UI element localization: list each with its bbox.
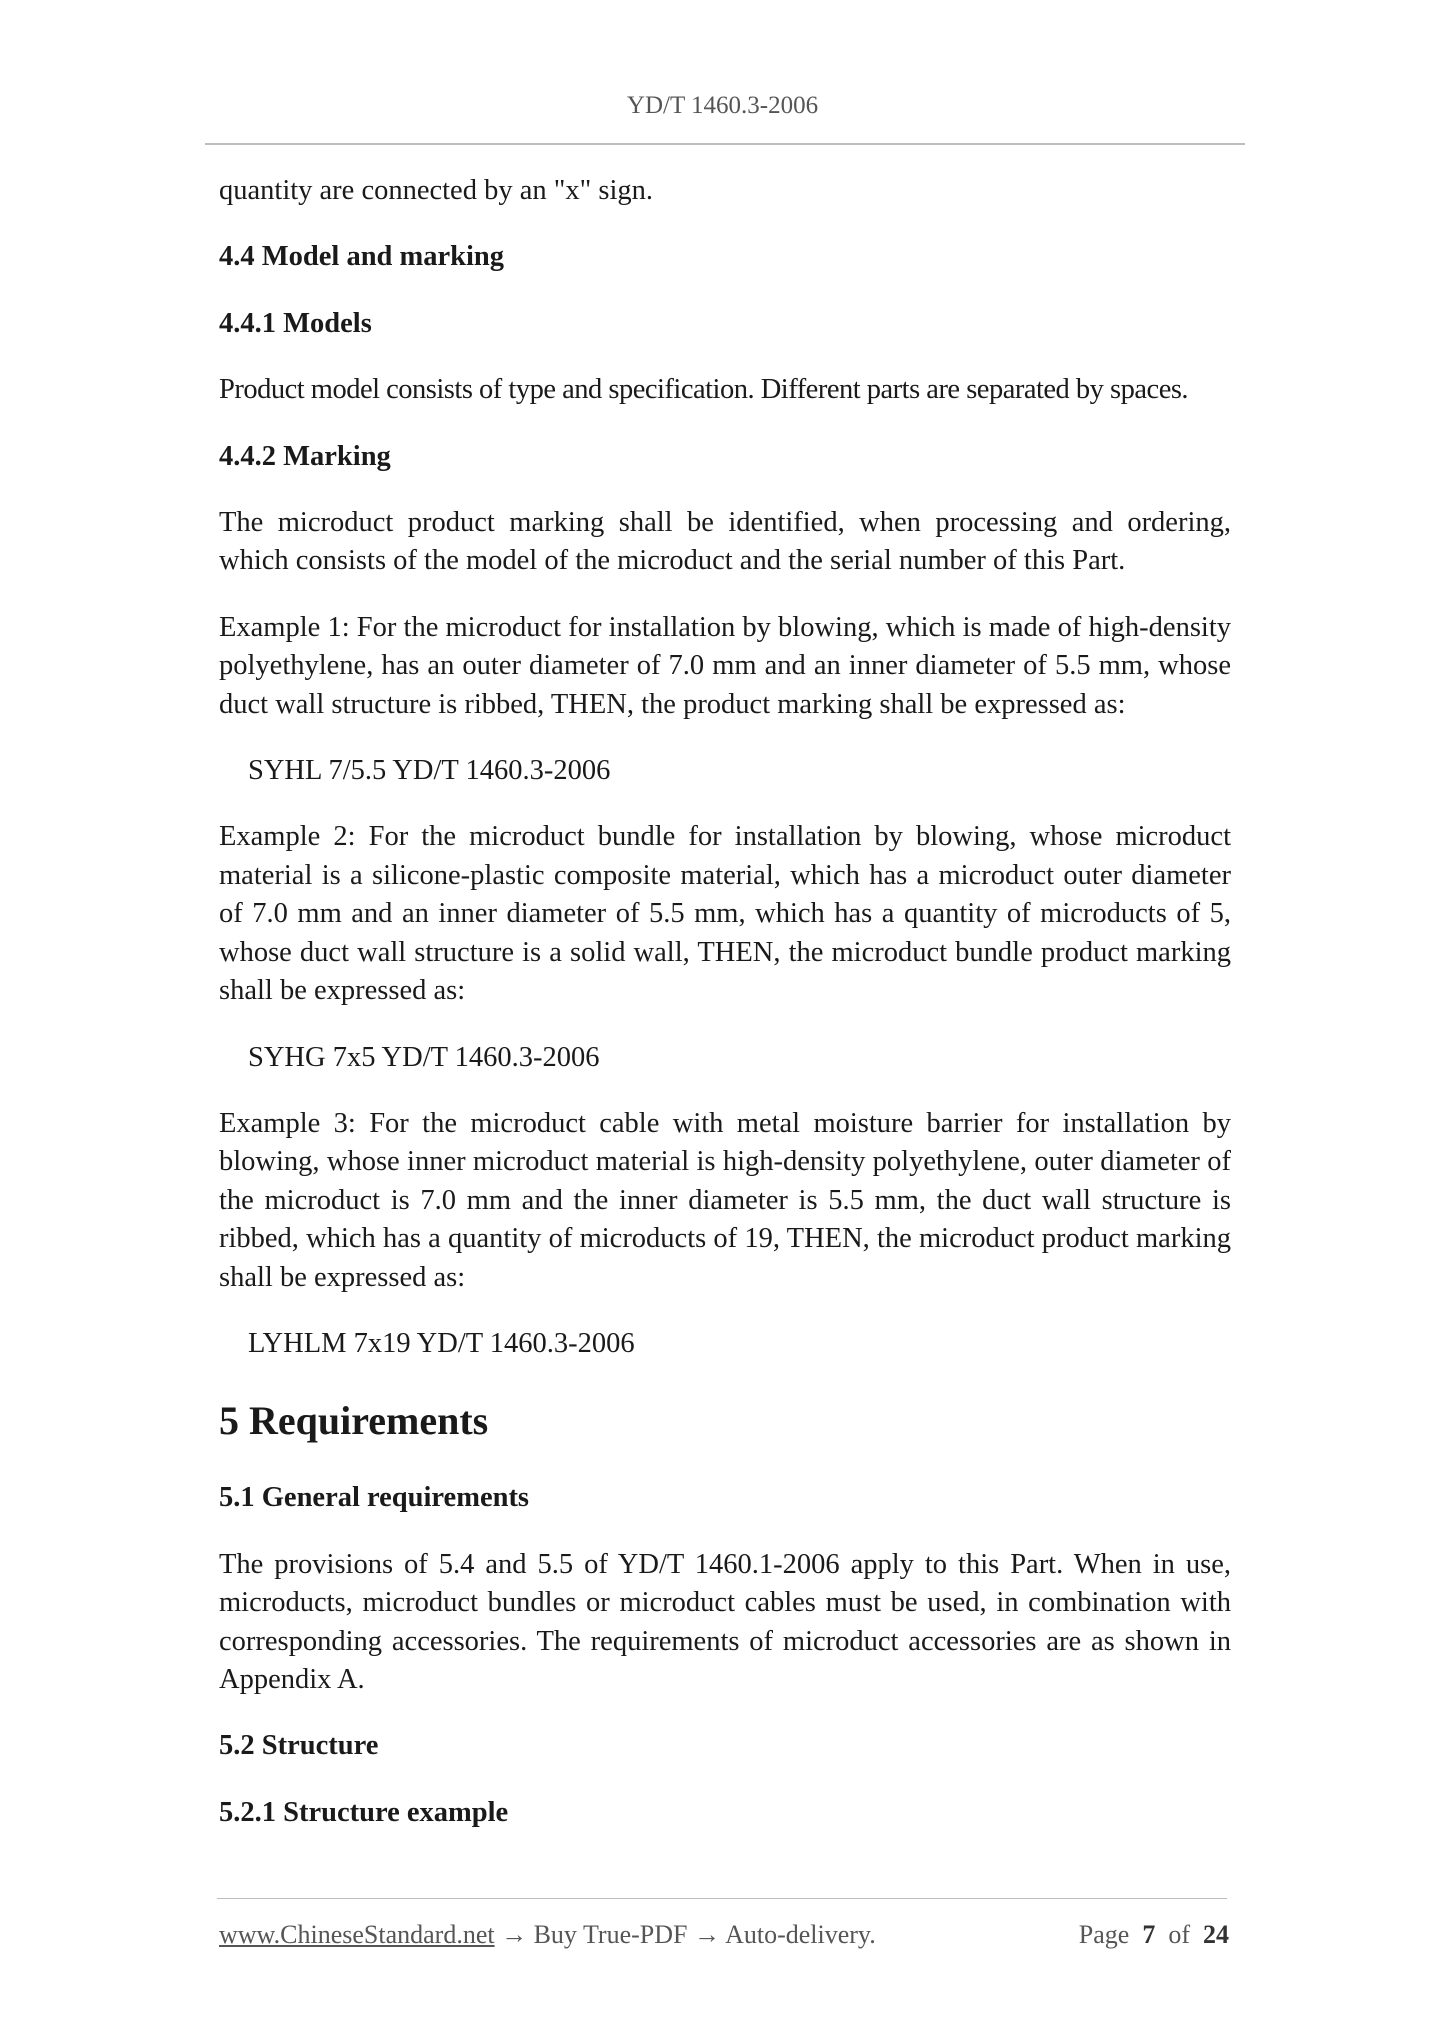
buy-text: Buy True-PDF	[533, 1920, 688, 1949]
example-3: Example 3: For the microduct cable with metal moisture barrier for installation by blowing, whose inner microduct material is high-density polyethylene, outer diameter of the microduct is 7.0 mm and the inner diameter is 5.5 mm, the duct wall structure is ribbed, which has a quantity of microducts of 19, THEN, the microduct product marking shall be expressed as:	[219, 1107, 1231, 1293]
example-1: Example 1: For the microduct for installation by blowing, which is made of high-density polyethylene, has an outer diameter of 7.0 mm and an inner diameter of 5.5 mm, whose duct wall structure is ribbed, THEN, the product marking shall be expressed as:	[219, 611, 1231, 720]
heading-4-4-2: 4.4.2 Marking	[219, 440, 391, 472]
models-paragraph: Product model consists of type and specification. Different parts are separated by spaces.	[219, 374, 1189, 406]
footer-divider	[217, 1898, 1227, 1899]
general-requirements-paragraph: The provisions of 5.4 and 5.5 of YD/T 1460.1-2006 apply to this Part. When in use, microducts, microduct bundles or microduct cables must be used, in combination with corresponding accessories. The requirements of microduct accessories are as shown in Appendix A.	[219, 1548, 1231, 1695]
continued-paragraph: quantity are connected by an "x" sign.	[219, 175, 654, 206]
heading-4-4: 4.4 Model and marking	[219, 241, 505, 273]
heading-4-4-1: 4.4.1 Models	[219, 307, 372, 339]
page-label: Page	[1078, 1920, 1130, 1949]
marking-paragraph: The microduct product marking shall be identified, when processing and ordering, which consists of the model of the microduct and the serial number of this Part.	[219, 507, 1231, 577]
footer-promo	[219, 1918, 876, 1952]
document-body	[219, 172, 1231, 1860]
heading-5: 5 Requirements	[219, 1398, 489, 1444]
example-2: Example 2: For the microduct bundle for installation by blowing, whose microduct material is a silicone-plastic composite material, which has a microduct outer diameter of 7.0 mm and an inner diameter of 5.5 mm, which has a quantity of microducts of 5, whose duct wall structure is a solid wall, THEN, the microduct bundle product marking shall be expressed as:	[219, 821, 1231, 1007]
delivery-text: Auto-delivery.	[725, 1920, 876, 1949]
heading-5-2: 5.2 Structure	[219, 1730, 379, 1762]
arrow-icon: →	[694, 1920, 720, 1949]
page-header: YD/T 1460.3-2006	[626, 92, 819, 119]
heading-5-1: 5.1 General requirements	[219, 1482, 530, 1514]
heading-5-2-1: 5.2.1 Structure example	[219, 1796, 509, 1828]
marking-code-3: LYHLM 7x19 YD/T 1460.3-2006	[248, 1327, 635, 1359]
total-pages: 24	[1203, 1920, 1229, 1949]
header-divider	[205, 143, 1245, 145]
page-indicator	[1079, 1918, 1229, 1952]
arrow-icon: →	[501, 1920, 528, 1949]
of-label: of	[1168, 1920, 1190, 1949]
marking-code-1: SYHL 7/5.5 YD/T 1460.3-2006	[248, 755, 611, 787]
page-footer	[219, 1918, 1229, 1952]
website-link[interactable]: www.ChineseStandard.net	[219, 1920, 495, 1949]
marking-code-2: SYHG 7x5 YD/T 1460.3-2006	[248, 1041, 600, 1073]
page-number: 7	[1142, 1920, 1156, 1949]
